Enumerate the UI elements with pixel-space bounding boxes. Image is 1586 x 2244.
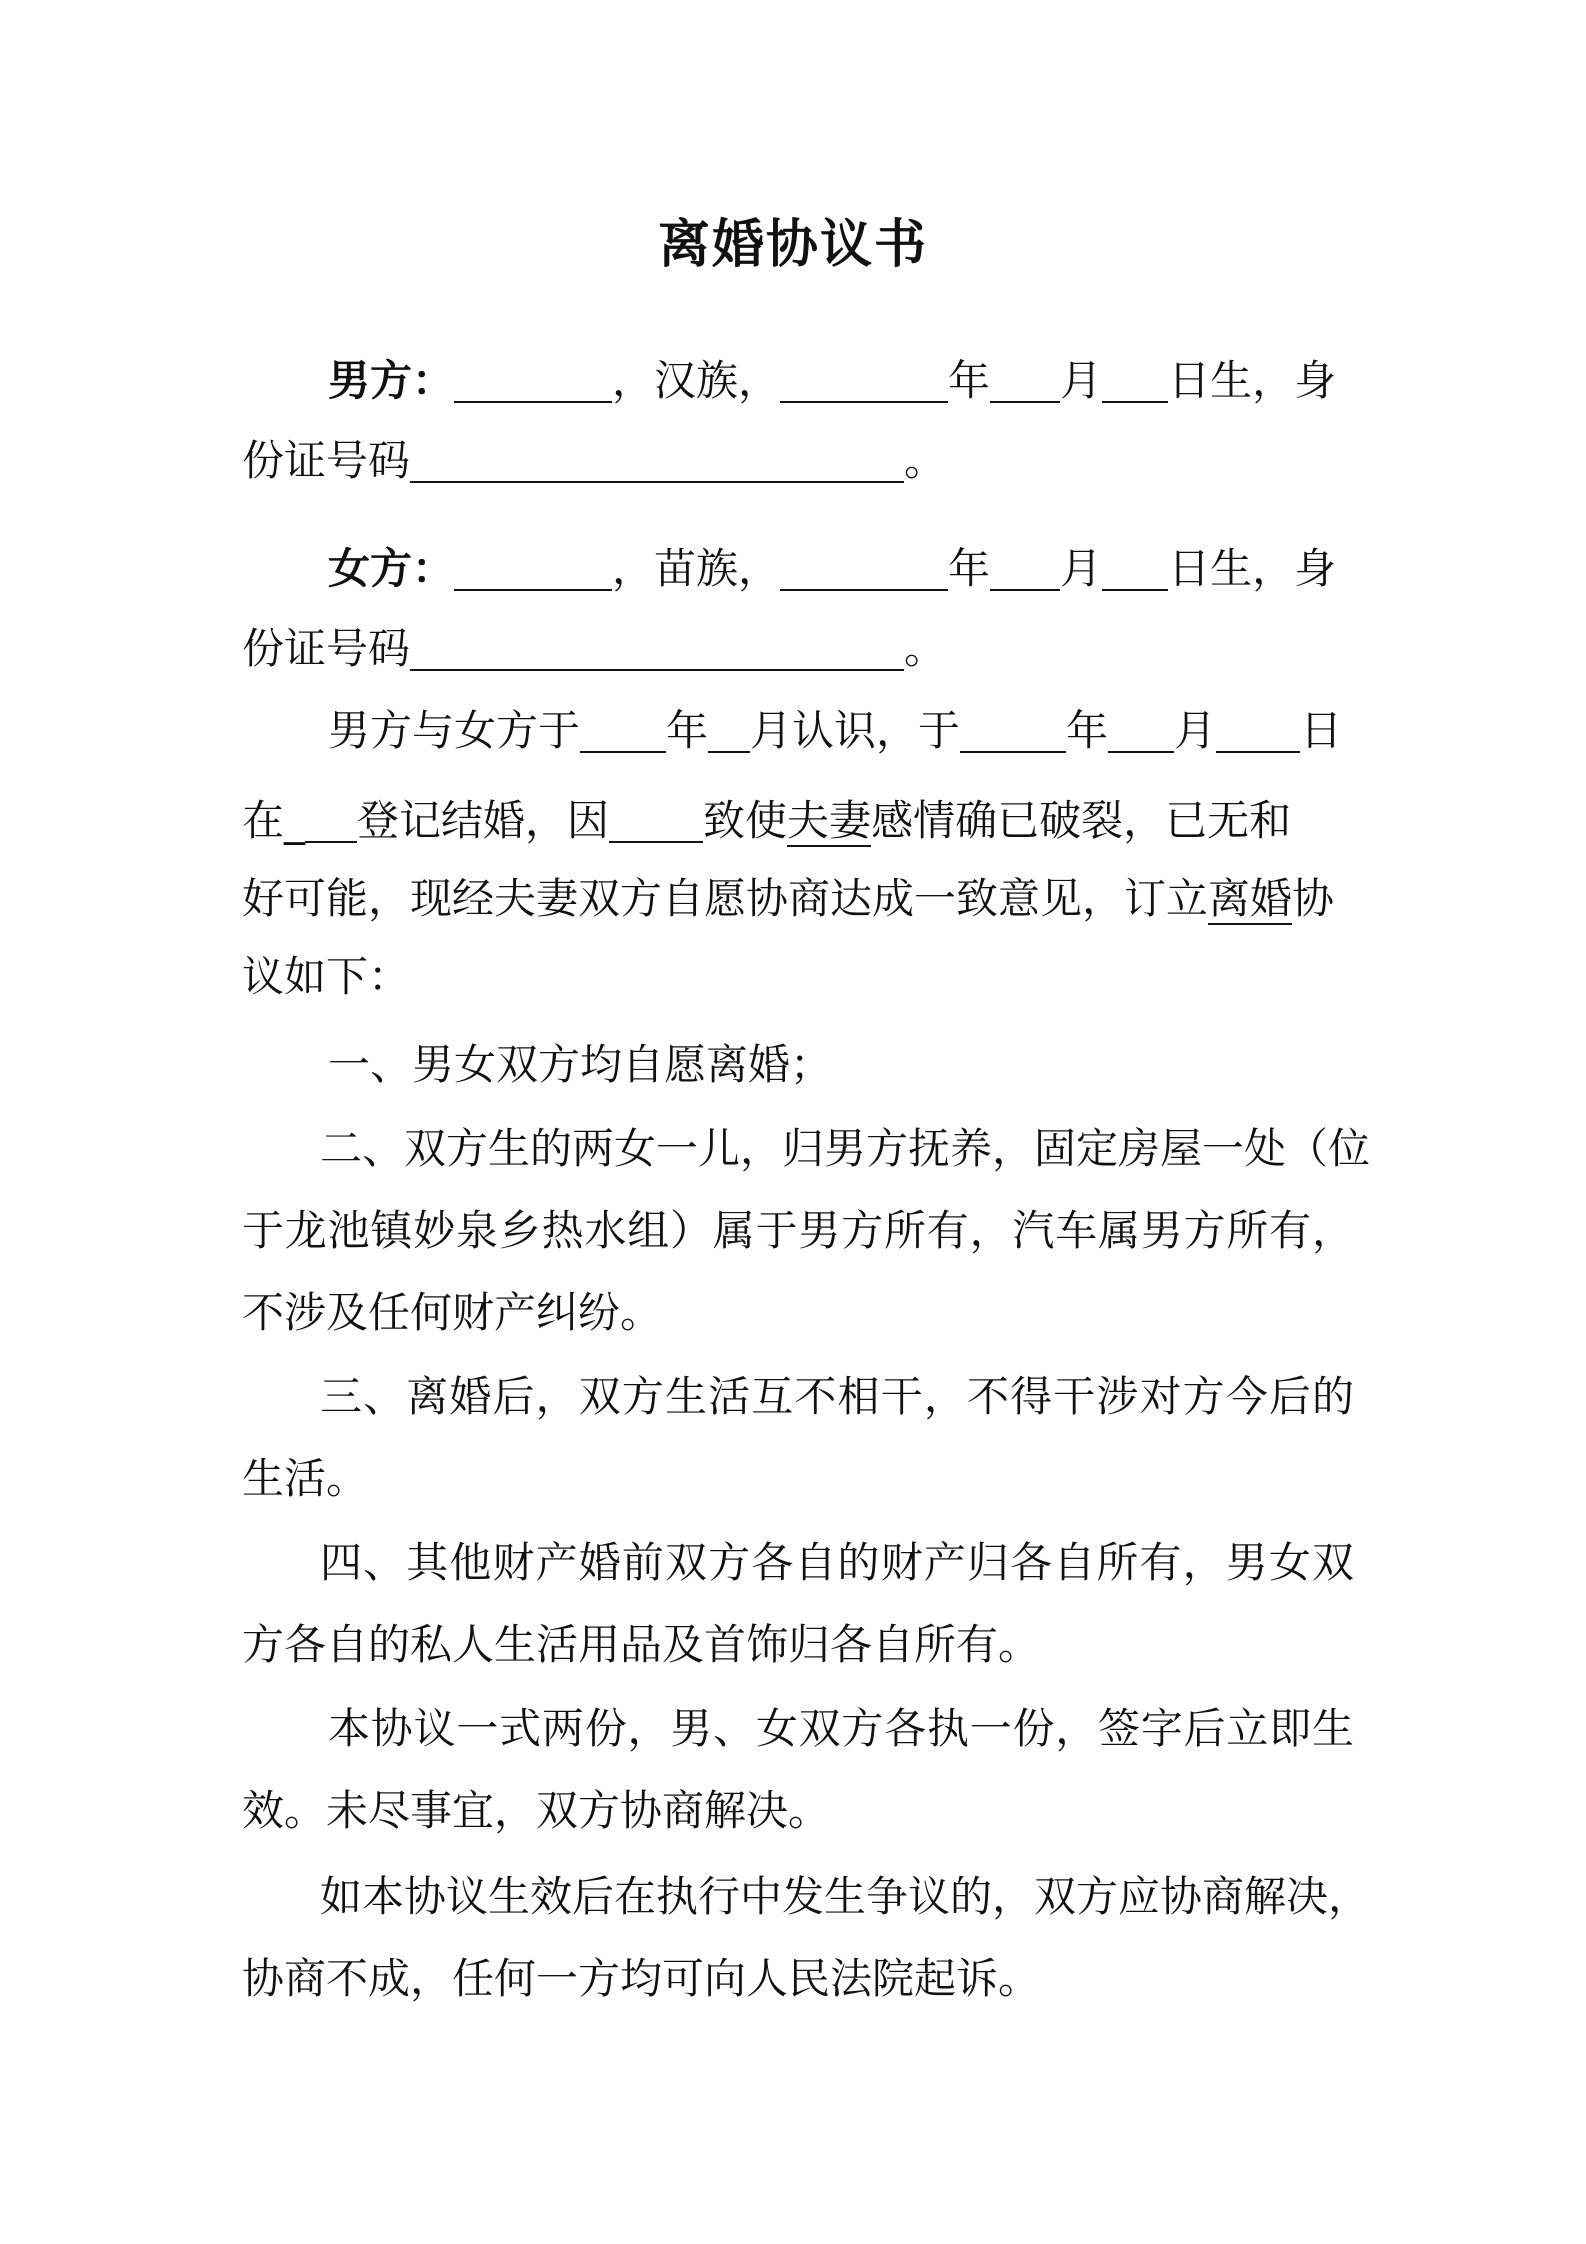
closing-2-line-2: 协商不成，任何一方均可向人民法院起诉。 [242,1954,1041,2003]
clause-2-line-3: 不涉及任何财产纠纷。 [242,1288,663,1337]
intro-place-text: 在_ [242,796,306,845]
female-id-end: 。 [904,624,947,673]
intro-registered-text: 登记结婚，因 [357,796,610,845]
closing-2-line-1: 如本协议生效后在执行中发生争议的，双方应协商解决， [320,1872,1371,1921]
closing-1-line-1: 本协议一式两份，男、女双方各执一份，签字后立即生 [328,1704,1354,1753]
intro-line-4: 议如下： [242,952,411,1001]
male-day-born-label: 日生，身 [1168,356,1337,405]
male-id-number-blank[interactable] [410,437,904,483]
intro-day-label: 日 [1300,706,1343,755]
female-party-line-1 [242,528,1354,610]
intro-line-3 [242,858,1354,940]
male-name-blank[interactable] [454,357,612,403]
intro-cause-text: 致使 [703,796,788,845]
intro-line-2 [242,780,1354,862]
female-birth-year-blank[interactable] [780,545,948,591]
clause-3-line-1: 三、离婚后，双方生活互不相干，不得干涉对方今后的 [320,1372,1354,1421]
married-month-blank[interactable] [1108,707,1174,753]
document-title: 离婚协议书 [657,215,928,275]
female-label: 女方： [328,544,455,593]
intro-agreement-text: 好可能，现经夫妻双方自愿协商达成一致意见，订立 [242,874,1209,923]
met-year-blank[interactable] [580,707,666,753]
intro-year-label: 年 [666,706,709,755]
male-id-label: 份证号码 [242,436,411,485]
clause-1: 一、男女双方均自愿离婚； [328,1040,833,1089]
female-party-line-2 [242,608,1354,690]
male-party-line-1 [242,340,1354,422]
intro-line-1 [242,690,1354,772]
male-month-label: 月 [1060,356,1103,405]
married-year-blank[interactable] [960,707,1066,753]
intro-broken-text: 感情确已破裂，已无和 [871,796,1292,845]
female-year-label: 年 [948,544,991,593]
intro-divorce-underlined: 离婚 [1208,874,1293,923]
intro-spouse-underlined: 夫妻 [787,796,872,845]
met-month-blank[interactable] [708,707,750,753]
married-day-blank[interactable] [1216,707,1300,753]
intro-month-met-text: 月认识，于 [750,706,961,755]
female-day-born-label: 日生，身 [1168,544,1337,593]
female-birth-month-blank[interactable] [990,545,1060,591]
male-ethnicity: ，汉族， [612,356,781,405]
male-birth-month-blank[interactable] [990,357,1060,403]
registration-place-blank[interactable] [305,797,357,843]
male-id-end: 。 [904,436,947,485]
female-id-label: 份证号码 [242,624,411,673]
female-name-blank[interactable] [454,545,612,591]
divorce-reason-blank[interactable] [609,797,703,843]
male-birth-year-blank[interactable] [780,357,948,403]
female-ethnicity: ，苗族， [612,544,781,593]
clause-4-line-2: 方各自的私人生活用品及首饰归各自所有。 [242,1620,1041,1669]
intro-agreement-end: 协 [1292,874,1335,923]
closing-1-line-2: 效。未尽事宜，双方协商解决。 [242,1786,831,1835]
male-label: 男方： [328,356,455,405]
male-year-label: 年 [948,356,991,405]
intro-married-month-label: 月 [1174,706,1217,755]
female-month-label: 月 [1060,544,1103,593]
clause-2-line-1: 二、双方生的两女一儿，归男方抚养，固定房屋一处（位 [320,1124,1371,1173]
female-id-number-blank[interactable] [410,625,904,671]
intro-married-year-label: 年 [1066,706,1109,755]
clause-2-line-2: 于龙池镇妙泉乡热水组）属于男方所有，汽车属男方所有， [242,1206,1354,1255]
female-birth-day-blank[interactable] [1102,545,1168,591]
clause-3-line-2: 生活。 [242,1454,369,1503]
male-party-line-2 [242,420,1354,502]
clause-4-line-1: 四、其他财产婚前双方各自的财产归各自所有，男女双 [320,1538,1354,1587]
intro-met-text: 男方与女方于 [328,706,581,755]
male-birth-day-blank[interactable] [1102,357,1168,403]
